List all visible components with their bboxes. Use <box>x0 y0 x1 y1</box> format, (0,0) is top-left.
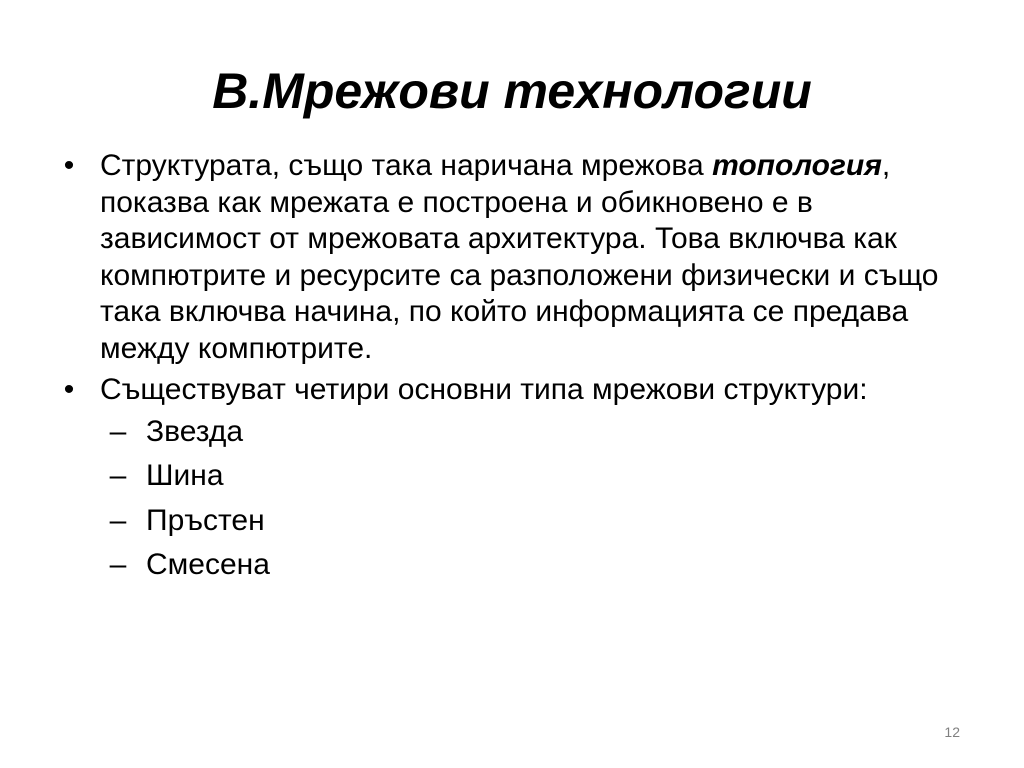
sub-item-label: Звезда <box>146 414 244 448</box>
dash-marker: – <box>109 503 127 537</box>
bullet-text-end: , показва как мрежата е построена и обикновено е в зависимост от мрежовата архитектура. Това включва как компютрите и ресурсите са разположени физически и също така включва начина, по който информацията се предава между компютрите. <box>100 149 939 365</box>
slide-title: В.Мрежови технологии <box>212 63 812 119</box>
bullet-text: Съществуват четири основни типа мрежови структури: <box>100 373 868 406</box>
sub-item-bus <box>60 458 980 495</box>
slide-number: 12 <box>944 724 960 740</box>
slide-content <box>60 148 980 592</box>
sub-item-mixed <box>60 547 980 584</box>
sub-item-label: Смесена <box>146 548 270 581</box>
sub-item-label: Шина <box>146 459 224 492</box>
dash-marker: – <box>109 459 127 492</box>
sub-item-label: Пръстен <box>146 503 265 537</box>
dash-marker: – <box>109 548 127 581</box>
bullet-text-start: Структурата, също така наричана мрежова <box>100 149 713 182</box>
sub-item-ring <box>60 503 980 540</box>
bullet-topology-definition <box>60 148 980 367</box>
sub-item-star <box>60 414 980 451</box>
bullet-network-structures <box>60 372 980 409</box>
bullet-marker: • <box>63 149 75 182</box>
dash-marker: – <box>109 414 127 448</box>
bullet-marker: • <box>63 373 75 406</box>
emphasis-term: топология <box>712 149 882 182</box>
network-structure-list <box>60 414 980 584</box>
